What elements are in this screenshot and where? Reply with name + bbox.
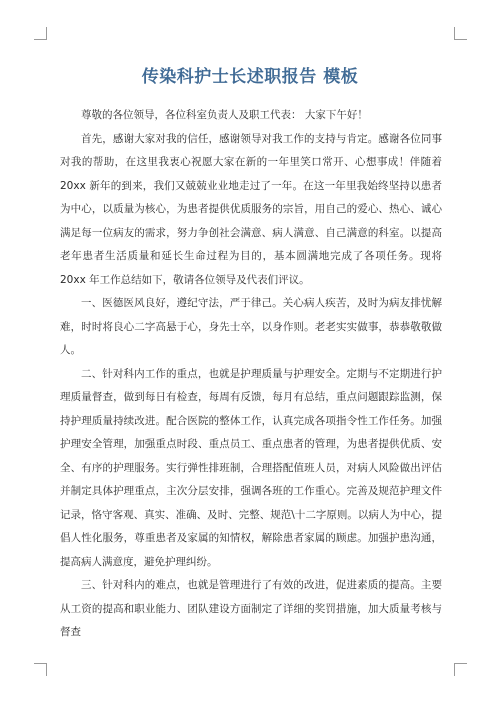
paragraph-greeting: 尊敬的各位领导，各位科室负责人及职工代表： 大家下午好！ bbox=[81, 109, 368, 121]
document-body bbox=[60, 104, 442, 645]
paragraph-intro: 首先，感谢大家对我的信任，感谢领导对我工作的支持与肯定。感谢各位同事对我的帮助，在这里我衷心祝愿大家在新的一年里笑口常开、心想事成！伴随着 20xx 新年的到来，我们又兢兢业业地走过了一年。在这一年里我始终坚持以患者为中心，以质量为核心，为患者提供优质服务的宗旨，用自己的爱心、热心、诚心满足每一位病友的需求，努力争创社会满意、病人满意、自己满意的科室。以提高老年患者生活质量和延长生命过程为目的，基本圆满地完成了各项任务。现将 20xx 年工作总结如下，敬请各位领导及代表们评议。 bbox=[60, 132, 442, 286]
paragraph-section-3: 三、针对科内的难点，也就是管理进行了有效的改进，促进素质的提高。主要从工资的提高和职业能力、团队建设方面制定了详细的奖罚措施，加大质量考核与督查 bbox=[60, 579, 442, 638]
crop-mark-bottom-right bbox=[454, 663, 467, 676]
paragraph-section-1: 一、医德医风良好，遵纪守法，严于律己。关心病人疾苦，及时为病友排忧解难，时时将良心二字高悬于心，身先士卒，以身作则。老老实实做事，恭恭敬敬做人。 bbox=[60, 297, 442, 356]
crop-mark-bottom-left bbox=[34, 663, 47, 676]
crop-mark-top-right bbox=[454, 27, 467, 40]
crop-mark-top-left bbox=[34, 27, 47, 40]
document-title: 传染科护士长述职报告 模板 bbox=[141, 67, 359, 87]
paragraph-section-2: 二、针对科内工作的重点，也就是护理质量与护理安全。定期与不定期进行护理质量督查，做到每日有检查，每周有反馈，每月有总结，重点问题跟踪监测，保持护理质量持续改进。配合医院的整体工作，认真完成各项指令性工作任务。加强护理安全管理，加强重点时段、重点员工、重点患者的管理，为患者提供优质、安全、有序的护理服务。实行弹性排班制，合理搭配值班人员，对病人风险做出评估并制定具体护理重点，主次分层安排，强调各班的工作重心。完善及规范护理文件记录，恪守客观、真实、准确、及时、完整、规范\十二字原则。以病人为中心，提倡人性化服务，尊重患者及家属的知情权，解除患者家属的顾虑。加强护患沟通，提高病人满意度，避免护理纠纷。 bbox=[60, 367, 442, 568]
